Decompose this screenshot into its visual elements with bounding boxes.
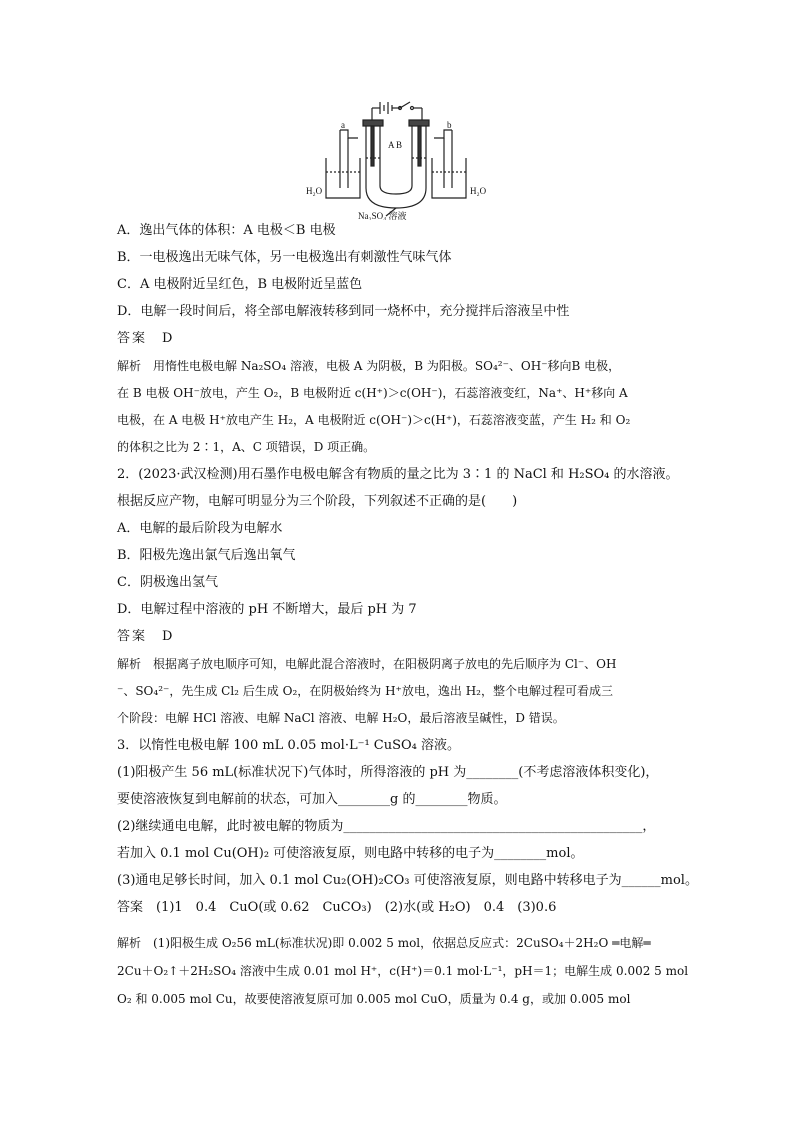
option-d: D．电解一段时间后，将全部电解液转移到同一烧杯中，充分搅拌后溶液呈中性	[117, 304, 570, 319]
q2-option-b: B．阳极先逸出氯气后逸出氧气	[117, 548, 296, 563]
analysis-1-line-3: 电极，在 A 电极 H⁺放电产生 H₂，A 电极附近 c(OH⁻)＞c(H⁺)，石蕊溶液变蓝，产生 H₂ 和 O₂	[117, 413, 631, 427]
label-electrode-b: B	[396, 140, 403, 150]
question-2-line-1: 2．(2023·武汉检测)用石墨作电极电解含有物质的量之比为 3∶1 的 NaCl 和 H₂SO₄ 的水溶液。	[117, 467, 679, 482]
answer-2: 答案 D	[117, 629, 175, 644]
question-3-part-3: (3)通电足够长时间，加入 0.1 mol Cu₂(OH)₂CO₃ 可使溶液复原，则电路中转移电子为______mol。	[117, 873, 698, 888]
q2-option-a: A．电解的最后阶段为电解水	[117, 521, 283, 536]
label-h2o-right: H₂O	[470, 186, 487, 196]
option-b: B．一电极逸出无味气体，另一电极逸出有刺激性气味气体	[117, 250, 452, 265]
option-c: C．A 电极附近呈红色，B 电极附近呈蓝色	[117, 277, 363, 292]
analysis-1-line-4: 的体积之比为 2∶1，A、C 项错误，D 项正确。	[117, 440, 376, 454]
analysis-3-line-2: 2Cu＋O₂↑＋2H₂SO₄ 溶液中生成 0.01 mol H⁺，c(H⁺)＝0.1 mol·L⁻¹，pH＝1；电解生成 0.002 5 mol	[117, 964, 689, 978]
answer-3: 答案 (1)1 0.4 CuO(或 0.62 CuCO₃) (2)水(或 H₂O) 0.4 (3)0.6	[117, 900, 557, 915]
label-electrode-a: A	[388, 140, 395, 150]
label-h2o-left: H₂O	[306, 186, 323, 196]
question-3-part-2-line-2: 若加入 0.1 mol Cu(OH)₂ 可使溶液复原，则电路中转移的电子为________mol。	[117, 846, 584, 861]
q2-option-d: D．电解过程中溶液的 pH 不断增大，最后 pH 为 7	[117, 602, 417, 617]
option-a: A．逸出气体的体积：A 电极＜B 电极	[117, 223, 336, 238]
question-3-part-1-line-2: 要使溶液恢复到电解前的状态，可加入________g 的________物质。	[117, 792, 507, 807]
question-3-part-1-line-1: (1)阳极产生 56 mL(标准状况下)气体时，所得溶液的 pH 为________(不考虑溶液体积变化)，	[117, 765, 659, 780]
electrolysis-apparatus-figure	[300, 98, 500, 220]
question-3-part-2-line-1: (2)继续通电电解，此时被电解的物质为______________________________________________，	[117, 819, 656, 834]
question-3-stem: 3．以惰性电极电解 100 mL 0.05 mol·L⁻¹ CuSO₄ 溶液。	[117, 738, 461, 753]
analysis-3-line-1: 解析 (1)阳极生成 O₂56 mL(标准状况)即 0.002 5 mol，依据总反应式：2CuSO₄＋2H₂O ═电解═	[117, 936, 651, 950]
analysis-3-line-3: O₂ 和 0.005 mol Cu，故要使溶液复原可加 0.005 mol CuO，质量为 0.4 g，或加 0.005 mol	[117, 992, 631, 1006]
label-b: b	[447, 120, 452, 130]
figure-caption: Na₂SO₄ 溶液	[358, 211, 407, 220]
q2-option-c: C．阴极逸出氢气	[117, 575, 218, 590]
analysis-1-line-2: 在 B 电极 OH⁻放电，产生 O₂，B 电极附近 c(H⁺)＞c(OH⁻)，石蕊溶液变红，Na⁺、H⁺移向 A	[117, 386, 628, 400]
analysis-2-line-1: 解析 根据离子放电顺序可知，电解此混合溶液时，在阳极阴离子放电的先后顺序为 Cl⁻、OH	[117, 657, 617, 671]
analysis-2-line-3: 个阶段：电解 HCl 溶液、电解 NaCl 溶液、电解 H₂O，最后溶液呈碱性，D 错误。	[117, 711, 565, 725]
question-2-line-2: 根据反应产物，电解可明显分为三个阶段，下列叙述不正确的是( )	[117, 494, 518, 509]
label-a: a	[341, 120, 345, 130]
analysis-2-line-2: ⁻、SO₄²⁻，先生成 Cl₂ 后生成 O₂，在阴极始终为 H⁺放电，逸出 H₂，整个电解过程可看成三	[117, 684, 613, 698]
analysis-1-line-1: 解析 用惰性电极电解 Na₂SO₄ 溶液，电极 A 为阴极，B 为阳极。SO₄²⁻、OH⁻移向B 电极，	[117, 359, 621, 373]
answer-1: 答案 D	[117, 331, 175, 346]
